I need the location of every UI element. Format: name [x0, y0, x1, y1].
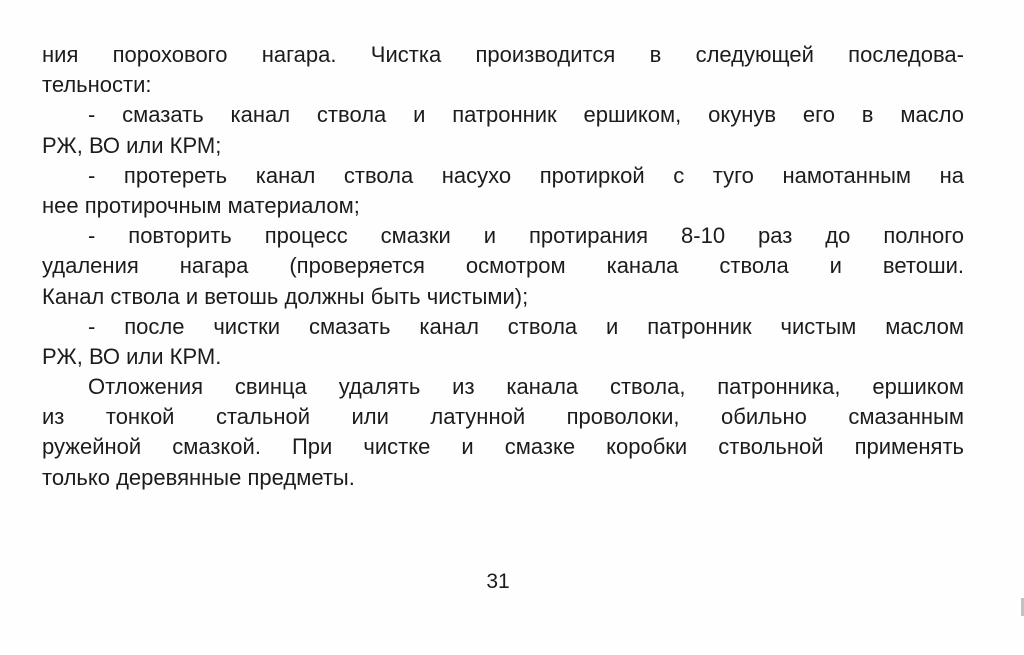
text-line: тельности:	[42, 72, 152, 98]
text-line: только деревянные предметы.	[42, 464, 355, 490]
text-line: Отложения свинца удалять из канала ствола, патронника, ершиком	[88, 374, 964, 400]
page-number: 31	[486, 570, 510, 593]
text-line: нее протирочным материалом;	[42, 192, 360, 218]
text-line: удаления нагара (проверяется осмотром канала ствола и ветоши.	[42, 253, 964, 279]
text-line: ния порохового нагара. Чистка производится в следующей последова-	[42, 42, 964, 67]
body-text	[42, 40, 964, 493]
text-line: РЖ, ВО или КРМ;	[42, 132, 222, 158]
text-line: - повторить процесс смазки и протирания 8-10 раз до полного	[88, 223, 964, 249]
text-line: - протереть канал ствола насухо протиркой с туго намотанным на	[88, 162, 964, 188]
text-line: - после чистки смазать канал ствола и патронник чистым маслом	[88, 313, 964, 339]
text-line: Канал ствола и ветошь должны быть чистыми);	[42, 283, 529, 309]
text-line: ружейной смазкой. При чистке и смазке коробки ствольной применять	[42, 434, 964, 460]
text-line: - смазать канал ствола и патронник ершиком, окунув его в масло	[88, 102, 964, 128]
text-line: из тонкой стальной или латунной проволоки, обильно смазанным	[42, 404, 964, 430]
text-line: РЖ, ВО или КРМ.	[42, 343, 222, 369]
